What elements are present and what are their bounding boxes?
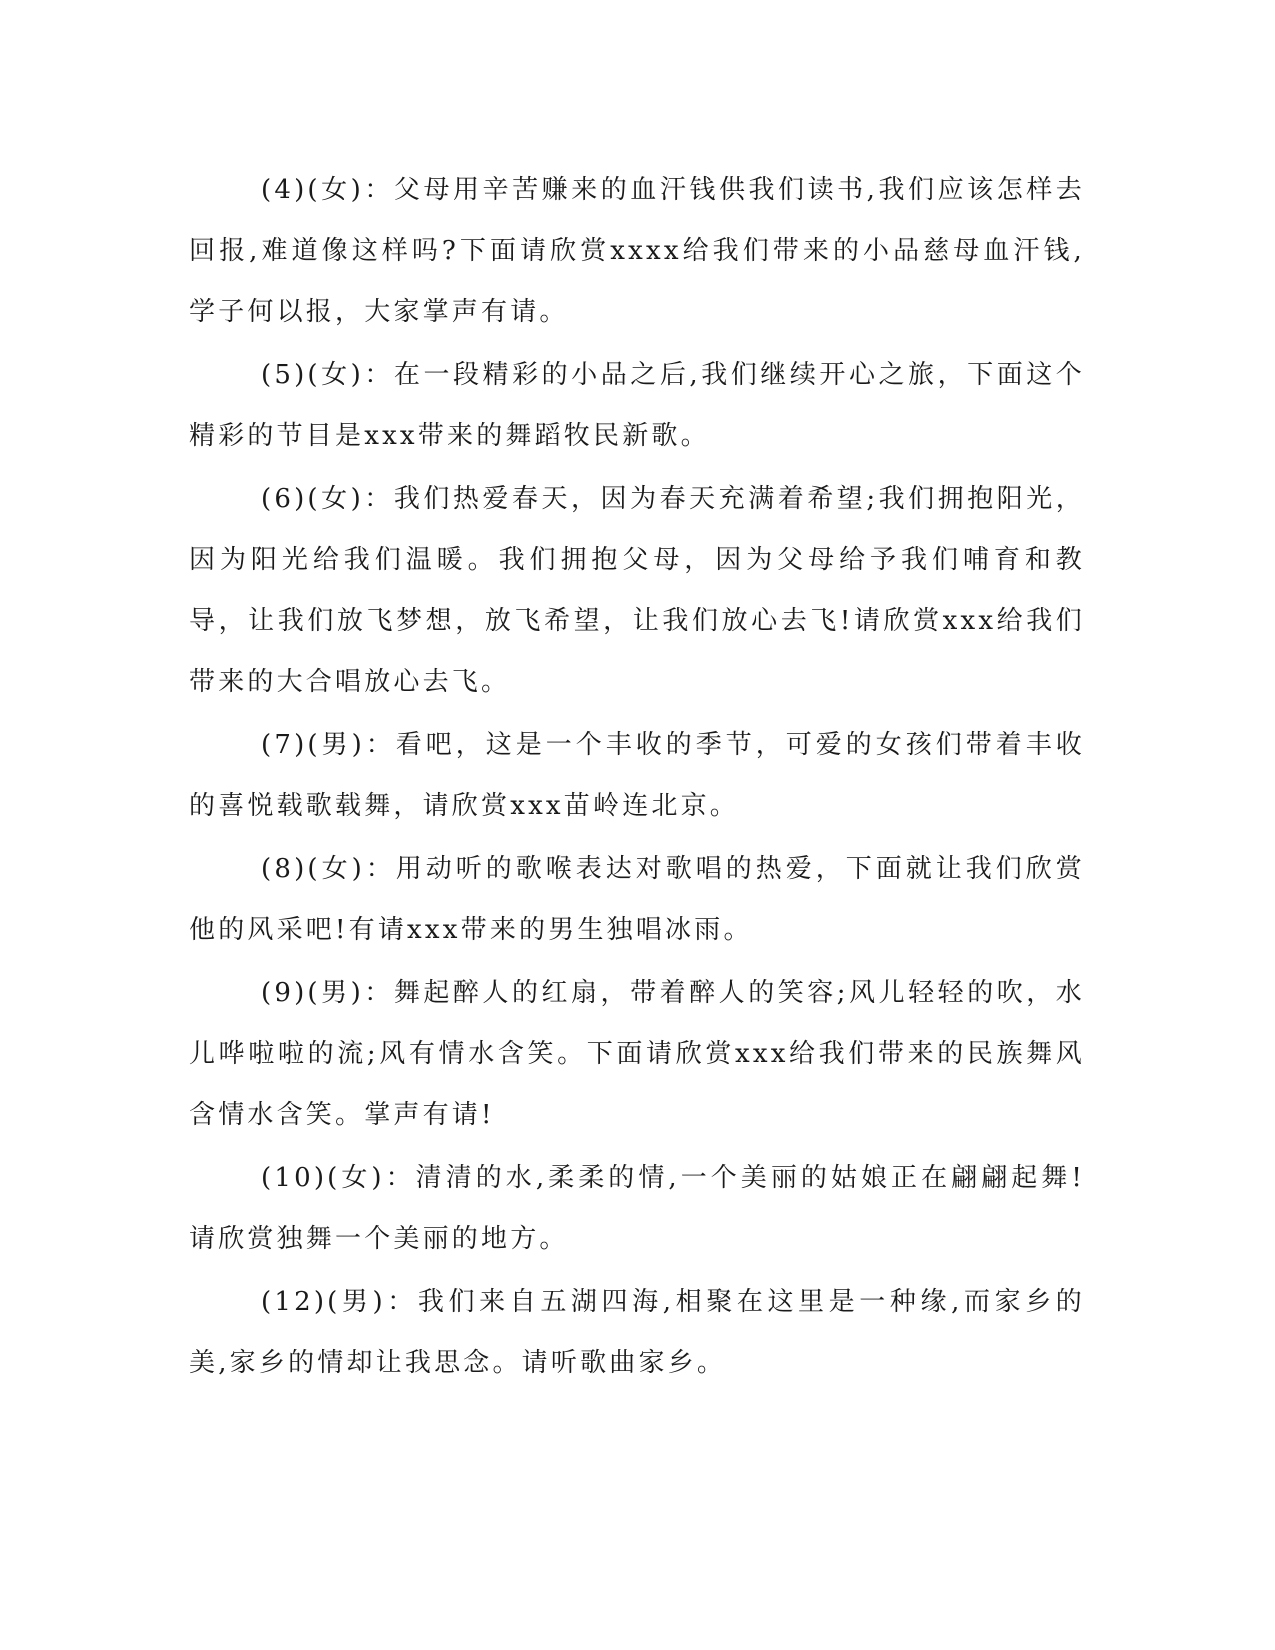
paragraph-6: (6)(女)：我们热爱春天，因为春天充满着希望;我们拥抱阳光，因为阳光给我们温暖。我们拥抱父母，因为父母给予我们哺育和教导，让我们放飞梦想，放飞希望，让我们放心去飞!请欣赏xxx给我们带来的大合唱放心去飞。 bbox=[189, 484, 1085, 697]
paragraph-4: (4)(女)：父母用辛苦赚来的血汗钱供我们读书,我们应该怎样去回报,难道像这样吗?下面请欣赏xxxx给我们带来的小品慈母血汗钱,学子何以报，大家掌声有请。 bbox=[189, 175, 1085, 327]
paragraph-12: (12)(男)：我们来自五湖四海,相聚在这里是一种缘,而家乡的美,家乡的情却让我思念。请听歌曲家乡。 bbox=[189, 1287, 1085, 1378]
paragraph-9: (9)(男)：舞起醉人的红扇，带着醉人的笑容;风儿轻轻的吹，水儿哗啦啦的流;风有情水含笑。下面请欣赏xxx给我们带来的民族舞风含情水含笑。掌声有请! bbox=[189, 978, 1085, 1130]
document-body bbox=[189, 160, 1085, 1396]
paragraph-7: (7)(男)：看吧，这是一个丰收的季节，可爱的女孩们带着丰收的喜悦载歌载舞，请欣赏xxx苗岭连北京。 bbox=[189, 730, 1085, 821]
paragraph-10: (10)(女)：清清的水,柔柔的情,一个美丽的姑娘正在翩翩起舞!请欣赏独舞一个美丽的地方。 bbox=[189, 1163, 1085, 1254]
paragraph-8: (8)(女)：用动听的歌喉表达对歌唱的热爱，下面就让我们欣赏他的风采吧!有请xxx带来的男生独唱冰雨。 bbox=[189, 854, 1085, 945]
paragraph-5: (5)(女)：在一段精彩的小品之后,我们继续开心之旅，下面这个精彩的节目是xxx带来的舞蹈牧民新歌。 bbox=[189, 360, 1085, 451]
